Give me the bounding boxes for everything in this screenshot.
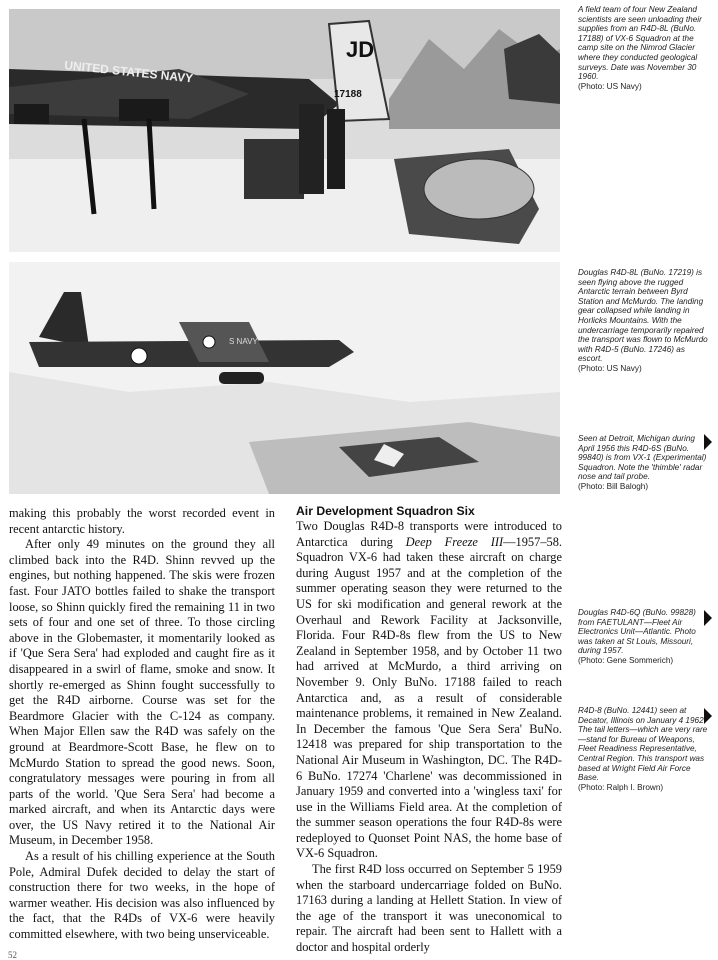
arrow-right-icon (704, 610, 712, 626)
body-left-column (9, 506, 275, 943)
caption-photo2-credit: (Photo: US Navy) (578, 363, 642, 373)
caption-photo1-credit: (Photo: US Navy) (578, 81, 642, 91)
caption-photo2: Douglas R4D-8L (BuNo. 17219) is seen flying above the rugged Antarctic terrain between Byrd Station and McMurdo. The landing gear collapsed while landing in Horlicks Mountains. With the undercarriage temporarily repaired the transport was flown to McMurdo with R4D-5 (BuNo. 17246) as escort. (Photo: US Navy) (578, 268, 710, 374)
caption-photo3: Seen at Detroit, Michigan during April 1956 this R4D-6S (BuNo. 99840) is from VX-1 (Experimental) Squadron. Note the 'thimble' radar nose and tail probe. (Photo: Bill Balogh) (578, 434, 710, 492)
photo-fuselage-marking-2: S NAVY (229, 337, 258, 346)
caption-photo4-credit: (Photo: Gene Sommerich) (578, 655, 674, 665)
caption-photo1: A field team of four New Zealand scientists are seen unloading their supplies from an R4D-8L (BuNo. 17188) of VX-6 Squadron at the camp site on the Nimrod Glacier where they conducted geological surveys. Date was November 30 1960. (Photo: US Navy) (578, 5, 710, 91)
body-right-column (296, 504, 562, 956)
section-heading: Air Development Squadron Six (296, 504, 475, 518)
body-paragraph: After only 49 minutes on the ground they all climbed back into the R4D. Shinn revved up the engines, but nothing happened. The skis were frozen fast. Four JATO bottles failed to shake the transport loose, so Shinn quickly fired the remaining 11 in two sets of four and one set of three. To those circling above in the Globemaster, it momentarily looked as if 'Que Sera Sera' had exploded and caught fire as it disappeared in a swirl of flame, smoke and snow. It shortly re-emerged as Shinn fought successfully to get the R4D airborne. Course was set for the Beardmore Glacier with the C-124 as company. When Major Ellen saw the R4D was safely on the ground at Beardmore-Scott Base, he flew on to McMurdo Station to spread the good news. Soon, congratulatory messages were pouring in from all parts of the world. 'Que Sera Sera' had become a marked aircraft, and when its Antarctic days were over, the US Navy retired it to the National Air Museum, in December 1958. (9, 537, 275, 848)
caption-photo3-credit: (Photo: Bill Balogh) (578, 481, 649, 491)
caption-photo4: Douglas R4D-6Q (BuNo. 99828) from FAETULANT—Fleet Air Electronics Unit—Atlantic. Photo was taken at St Louis, Missouri, during 1957. (Photo: Gene Sommerich) (578, 608, 710, 666)
body-paragraph: The first R4D loss occurred on September 5 1959 when the starboard undercarriage folded on BuNo. 17163 during a landing at Hellett Station. In view of the age of the transport it was uneconomical to repair. The aircraft had been sent to Hallett with a doctor and hospital orderly (296, 862, 562, 955)
photo-serial: 17188 (334, 89, 362, 100)
body-paragraph: As a result of his chilling experience at the South Pole, Admiral Dufek decided to delay the start of construction there for two weeks, in the hope of warmer weather. His decision was also influenced by the fact, that the R4Ds of VX-6 were heavily committed elsewhere, with two being unserviceable. (9, 849, 275, 942)
body-paragraph: making this probably the worst recorded event in recent antarctic history. (9, 506, 275, 536)
photo-fuselage-marking: UNITED STATES NAVY (63, 58, 194, 86)
caption-photo5-credit: (Photo: Ralph I. Brown) (578, 782, 664, 792)
arrow-right-icon (704, 708, 712, 724)
caption-photo5: R4D-8 (BuNo. 12441) seen at Decator, Illinois on January 4 1962. The tail letters—which are very rare—stand for Bureau of Weapons, Fleet Readiness Representative, Central Region. This transport was based at Wright Field Air Force Base. (Photo: Ralph I. Brown) (578, 706, 710, 792)
arrow-right-icon (704, 434, 712, 450)
body-paragraph: Two Douglas R4D-8 transports were introduced to Antarctica during Deep Freeze III—1957–58. Squadron VX-6 had taken these aircraft on charge during August 1957 and at the completion of the summer operating season they were returned to the US for ski modification and general rework at the Overhaul and Rework Facility at Jacksonville, Florida. Four R4D-8s flew from the US to New Zealand in September 1958, and by October 11 two had arrived at McMurdo, a third arriving on November 9. Only BuNo. 17188 failed to reach Antarctica and, as a result of considerable maintenance problems, it remained in New Zealand. In December the famous 'Que Sera Sera' BuNo. 12418 was prepared for ship transportation to the National Air Museum in Washington, DC. The R4D-6 BuNo. 17274 'Charlene' was decommissioned in January 1959 and converted into a 'wingless taxi' for use in the Williams Field area. At the completion of the summer season operations the four R4D-8s were redeployed to Quonset Point NAS, the home base of VX-6 Squadron. (296, 519, 562, 861)
photo-field-team-unloading (9, 9, 560, 252)
photo-r4d-in-flight (9, 262, 560, 494)
photo-tail-code: JD (346, 37, 375, 62)
page-number: 52 (8, 950, 17, 960)
